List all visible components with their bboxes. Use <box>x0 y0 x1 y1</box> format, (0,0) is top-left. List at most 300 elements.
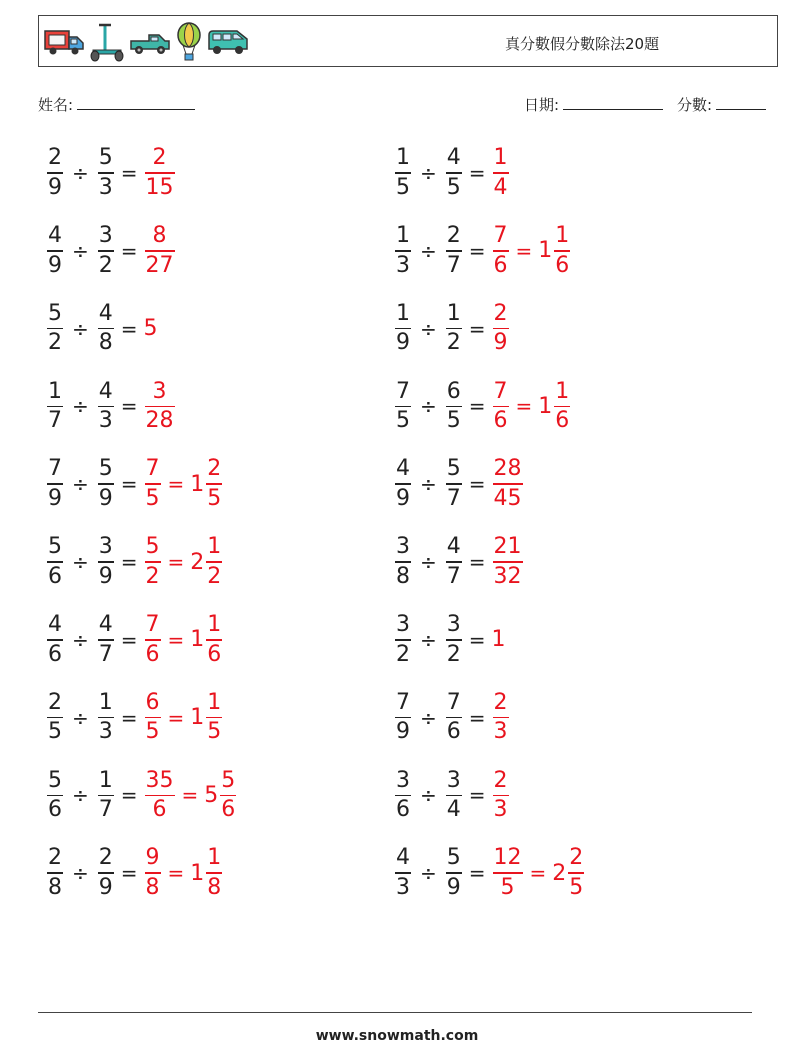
numerator: 2 <box>48 145 62 171</box>
denominator: 3 <box>493 797 508 823</box>
denominator: 2 <box>48 330 62 356</box>
numerator: 2 <box>569 845 584 871</box>
mixed-whole-part: 1 <box>190 627 205 653</box>
equals-sign: = <box>468 161 486 185</box>
equals-sign: = <box>167 550 185 574</box>
denominator: 5 <box>446 408 461 434</box>
score-field <box>677 94 766 115</box>
numerator: 1 <box>446 300 461 326</box>
numerator: 1 <box>396 300 410 326</box>
denominator: 6 <box>555 252 570 278</box>
answer-fraction <box>145 378 175 434</box>
denominator: 7 <box>446 485 461 511</box>
equals-sign: = <box>468 861 486 886</box>
numerator: 3 <box>396 612 410 638</box>
dividend-fraction <box>395 614 411 666</box>
mixed-whole-part: 1 <box>190 860 205 886</box>
divisor-fraction <box>98 689 114 745</box>
denominator: 9 <box>98 485 113 511</box>
numerator: 1 <box>98 767 113 793</box>
numerator: 2 <box>207 456 222 482</box>
denominator: 9 <box>48 174 62 200</box>
numerator: 3 <box>446 767 461 793</box>
equals-sign: = <box>120 705 138 730</box>
denominator: 9 <box>396 485 410 511</box>
problem-item <box>394 838 585 908</box>
problem-item <box>394 138 510 208</box>
numerator: 2 <box>48 845 62 871</box>
problem-item <box>46 449 223 519</box>
numerator: 5 <box>48 300 62 326</box>
numerator: 7 <box>396 689 410 715</box>
numerator: 7 <box>145 612 160 638</box>
dividend-fraction <box>395 225 411 277</box>
answer <box>492 378 572 434</box>
numerator: 7 <box>396 378 410 404</box>
denominator: 4 <box>446 797 461 823</box>
numerator: 5 <box>48 767 62 793</box>
answer <box>492 536 524 588</box>
divisor-fraction <box>98 458 114 510</box>
divisor-fraction <box>446 147 462 199</box>
problem-item <box>394 760 510 830</box>
score-label: 分數: <box>677 96 713 114</box>
equals-sign: = <box>120 316 138 341</box>
name-label: 姓名: <box>38 96 74 114</box>
divisor-fraction <box>446 614 462 666</box>
denominator: 9 <box>98 874 113 900</box>
numerator: 1 <box>98 689 113 715</box>
denominator: 6 <box>207 641 222 667</box>
denominator: 3 <box>98 174 113 200</box>
mixed-whole-part: 1 <box>190 471 205 497</box>
numerator: 9 <box>145 845 160 871</box>
numerator: 1 <box>207 534 222 560</box>
divisor-fraction <box>446 767 462 823</box>
denominator: 5 <box>396 174 410 200</box>
mixed-whole-part: 1 <box>190 705 205 731</box>
divisor-fraction <box>98 225 114 277</box>
denominator: 5 <box>569 874 584 900</box>
equals-sign: = <box>515 238 533 263</box>
numerator: 28 <box>493 456 522 482</box>
dividend-fraction <box>47 225 63 277</box>
numerator: 2 <box>493 689 508 715</box>
numerator: 4 <box>396 845 410 871</box>
problem-item <box>46 760 237 830</box>
divide-sign: ÷ <box>72 472 89 497</box>
score-blank[interactable] <box>716 96 766 110</box>
denominator: 2 <box>145 563 160 589</box>
equals-sign: = <box>120 394 138 419</box>
dividend-fraction <box>395 536 411 588</box>
divisor-fraction <box>98 300 114 356</box>
numerator: 7 <box>48 456 62 482</box>
equals-sign: = <box>120 161 138 185</box>
problem-item <box>46 527 223 597</box>
denominator: 5 <box>207 485 222 511</box>
numerator: 4 <box>48 612 62 638</box>
answer-fraction <box>145 767 175 823</box>
divide-sign: ÷ <box>420 705 437 730</box>
divide-sign: ÷ <box>72 783 89 808</box>
answer-whole-number: 1 <box>491 627 506 653</box>
divide-sign: ÷ <box>72 705 89 730</box>
answer-fraction <box>145 536 161 588</box>
name-blank[interactable] <box>77 96 195 110</box>
dividend-fraction <box>47 614 63 666</box>
numerator: 21 <box>493 534 522 560</box>
numerator: 3 <box>98 223 113 249</box>
denominator: 2 <box>446 641 461 667</box>
numerator: 2 <box>48 689 62 715</box>
denominator: 9 <box>98 563 113 589</box>
divide-sign: ÷ <box>420 861 437 886</box>
mixed-fraction-part <box>220 767 236 823</box>
divisor-fraction <box>98 614 114 666</box>
denominator: 3 <box>396 252 410 278</box>
numerator: 3 <box>396 767 410 793</box>
mixed-whole-part: 2 <box>552 860 567 886</box>
divide-sign: ÷ <box>72 861 89 886</box>
dividend-fraction <box>47 300 63 356</box>
numerator: 1 <box>207 845 222 871</box>
answer <box>492 627 507 652</box>
divide-sign: ÷ <box>420 316 437 341</box>
numerator: 2 <box>446 223 461 249</box>
dividend-fraction <box>395 378 411 434</box>
numerator: 4 <box>446 534 461 560</box>
denominator: 6 <box>493 408 508 434</box>
divisor-fraction <box>446 458 462 510</box>
numerator: 4 <box>98 612 113 638</box>
denominator: 6 <box>48 563 62 589</box>
answer <box>492 300 510 356</box>
problem-item <box>394 683 510 753</box>
divisor-fraction <box>446 847 462 899</box>
equals-sign: = <box>120 627 138 652</box>
numerator: 3 <box>152 378 167 404</box>
denominator: 7 <box>98 641 113 667</box>
numerator: 1 <box>207 689 222 715</box>
denominator: 7 <box>446 563 461 589</box>
denominator: 15 <box>145 174 174 200</box>
numerator: 1 <box>493 145 508 171</box>
answer-fraction <box>493 147 509 199</box>
dividend-fraction <box>47 147 63 199</box>
answer-fraction <box>493 458 523 510</box>
denominator: 8 <box>207 874 222 900</box>
denominator: 8 <box>145 874 160 900</box>
denominator: 8 <box>48 874 62 900</box>
equals-sign: = <box>167 627 185 652</box>
equals-sign: = <box>468 627 486 652</box>
mixed-fraction-part <box>206 847 222 899</box>
divisor-fraction <box>98 378 114 434</box>
dividend-fraction <box>395 767 411 823</box>
problem-item <box>394 449 524 519</box>
denominator: 5 <box>207 719 222 745</box>
numerator: 5 <box>98 456 113 482</box>
answer <box>144 225 176 277</box>
mixed-fraction-part <box>568 847 584 899</box>
divisor-fraction <box>98 767 114 823</box>
numerator: 4 <box>98 378 113 404</box>
problem-item <box>46 683 223 753</box>
numerator: 7 <box>145 456 160 482</box>
denominator: 5 <box>446 174 461 200</box>
problem-item <box>46 838 223 908</box>
truck-icon <box>43 27 85 57</box>
numerator: 3 <box>98 534 113 560</box>
numerator: 5 <box>145 534 160 560</box>
denominator: 3 <box>98 719 113 745</box>
answer-fraction <box>145 689 161 745</box>
equals-sign: = <box>468 550 486 574</box>
answer <box>144 316 159 341</box>
numerator: 2 <box>98 845 113 871</box>
denominator: 6 <box>493 252 508 278</box>
answer <box>492 458 524 510</box>
denominator: 5 <box>145 485 160 511</box>
denominator: 5 <box>500 874 515 900</box>
numerator: 1 <box>396 223 410 249</box>
divisor-fraction <box>446 225 462 277</box>
mixed-fraction-part <box>206 536 222 588</box>
numerator: 4 <box>98 300 113 326</box>
denominator: 27 <box>145 252 174 278</box>
denominator: 8 <box>98 330 113 356</box>
equals-sign: = <box>468 394 486 419</box>
answer-fraction <box>493 847 523 899</box>
denominator: 9 <box>396 719 410 745</box>
answer <box>492 225 572 277</box>
numerator: 5 <box>446 456 461 482</box>
denominator: 9 <box>48 485 62 511</box>
mixed-whole-part: 1 <box>538 238 553 264</box>
denominator: 9 <box>493 330 508 356</box>
divide-sign: ÷ <box>420 394 437 419</box>
numerator: 4 <box>396 456 410 482</box>
denominator: 6 <box>555 408 570 434</box>
denominator: 5 <box>396 408 410 434</box>
denominator: 28 <box>145 408 174 434</box>
divide-sign: ÷ <box>420 783 437 808</box>
divisor-fraction <box>98 536 114 588</box>
denominator: 6 <box>396 797 410 823</box>
equals-sign: = <box>468 705 486 730</box>
divisor-fraction <box>446 300 462 356</box>
hot-air-balloon-icon <box>175 22 203 62</box>
numerator: 12 <box>493 845 522 871</box>
answer <box>144 689 224 745</box>
denominator: 45 <box>493 485 522 511</box>
numerator: 35 <box>145 767 174 793</box>
footer-divider <box>38 1012 752 1013</box>
denominator: 7 <box>98 797 113 823</box>
problem-item <box>46 371 176 441</box>
equals-sign: = <box>515 394 533 419</box>
divide-sign: ÷ <box>420 627 437 652</box>
divide-sign: ÷ <box>420 238 437 263</box>
numerator: 7 <box>493 223 508 249</box>
equals-sign: = <box>120 783 138 808</box>
denominator: 3 <box>493 719 508 745</box>
date-field <box>524 94 663 115</box>
answer <box>144 378 176 434</box>
divide-sign: ÷ <box>72 627 89 652</box>
divisor-fraction <box>446 378 462 434</box>
numerator: 1 <box>555 378 570 404</box>
answer-fraction <box>493 300 509 356</box>
numerator: 5 <box>221 767 236 793</box>
denominator: 32 <box>493 563 522 589</box>
denominator: 4 <box>493 174 508 200</box>
equals-sign: = <box>120 861 138 886</box>
denominator: 9 <box>396 330 410 356</box>
answer <box>144 536 224 588</box>
answer-fraction <box>493 225 509 277</box>
problem-item <box>394 294 510 364</box>
dividend-fraction <box>395 847 411 899</box>
mixed-whole-part: 5 <box>204 782 219 808</box>
numerator: 3 <box>446 612 461 638</box>
divide-sign: ÷ <box>72 316 89 341</box>
dividend-fraction <box>395 689 411 745</box>
equals-sign: = <box>120 550 138 574</box>
header-box <box>38 15 778 67</box>
mixed-fraction-part <box>206 689 222 745</box>
answer <box>144 614 224 666</box>
divide-sign: ÷ <box>420 161 437 185</box>
date-label: 日期: <box>524 96 560 114</box>
answer <box>492 767 510 823</box>
answer <box>144 767 238 823</box>
numerator: 5 <box>48 534 62 560</box>
divisor-fraction <box>446 689 462 745</box>
date-blank[interactable] <box>563 96 663 110</box>
answer <box>492 689 510 745</box>
equals-sign: = <box>468 783 486 808</box>
answer <box>492 147 510 199</box>
denominator: 9 <box>48 252 62 278</box>
pickup-truck-icon <box>129 27 171 57</box>
mixed-whole-part: 2 <box>190 549 205 575</box>
numerator: 2 <box>493 300 508 326</box>
dividend-fraction <box>47 536 63 588</box>
denominator: 5 <box>145 719 160 745</box>
dividend-fraction <box>47 847 63 899</box>
numerator: 7 <box>446 689 461 715</box>
denominator: 3 <box>396 874 410 900</box>
denominator: 2 <box>207 563 222 589</box>
divisor-fraction <box>98 847 114 899</box>
equals-sign: = <box>120 472 138 497</box>
answer-fraction <box>145 458 161 510</box>
numerator: 5 <box>98 145 113 171</box>
mixed-fraction-part <box>206 458 222 510</box>
answer-fraction <box>493 689 509 745</box>
numerator: 1 <box>207 612 222 638</box>
problem-item <box>46 138 176 208</box>
denominator: 6 <box>152 797 167 823</box>
divide-sign: ÷ <box>72 238 89 263</box>
answer-fraction <box>493 378 509 434</box>
mixed-fraction-part <box>554 378 570 434</box>
dividend-fraction <box>47 767 63 823</box>
denominator: 9 <box>446 874 461 900</box>
numerator: 2 <box>152 145 167 171</box>
problem-item <box>394 371 571 441</box>
equals-sign: = <box>167 472 185 497</box>
numerator: 7 <box>493 378 508 404</box>
header-icons <box>43 22 251 62</box>
dividend-fraction <box>47 378 63 434</box>
numerator: 4 <box>446 145 461 171</box>
denominator: 6 <box>446 719 461 745</box>
denominator: 6 <box>221 797 236 823</box>
denominator: 5 <box>48 719 62 745</box>
numerator: 8 <box>152 223 167 249</box>
equals-sign: = <box>167 705 185 730</box>
denominator: 7 <box>446 252 461 278</box>
denominator: 6 <box>48 797 62 823</box>
denominator: 3 <box>98 408 113 434</box>
equals-sign: = <box>120 238 138 263</box>
numerator: 1 <box>555 223 570 249</box>
divide-sign: ÷ <box>72 161 89 185</box>
answer <box>144 847 224 899</box>
denominator: 2 <box>396 641 410 667</box>
scooter-icon <box>89 22 125 62</box>
numerator: 2 <box>493 767 508 793</box>
footer-url: www.snowmath.com <box>315 1028 479 1044</box>
numerator: 6 <box>446 378 461 404</box>
problem-item <box>46 294 159 364</box>
numerator: 5 <box>446 845 461 871</box>
denominator: 2 <box>446 330 461 356</box>
denominator: 6 <box>145 641 160 667</box>
answer-fraction <box>145 225 175 277</box>
denominator: 8 <box>396 563 410 589</box>
answer-fraction <box>145 147 175 199</box>
dividend-fraction <box>47 689 63 745</box>
answer <box>144 458 224 510</box>
answer-fraction <box>145 847 161 899</box>
equals-sign: = <box>468 316 486 341</box>
dividend-fraction <box>47 458 63 510</box>
equals-sign: = <box>529 861 547 886</box>
name-field <box>38 94 195 115</box>
numerator: 1 <box>396 145 410 171</box>
mixed-fraction-part <box>554 225 570 277</box>
problem-item <box>46 216 176 286</box>
denominator: 7 <box>48 408 62 434</box>
equals-sign: = <box>181 783 199 808</box>
denominator: 6 <box>48 641 62 667</box>
divisor-fraction <box>446 536 462 588</box>
answer-fraction <box>493 536 523 588</box>
divide-sign: ÷ <box>72 394 89 419</box>
problem-item <box>394 605 507 675</box>
answer <box>144 147 176 199</box>
problem-item <box>394 216 571 286</box>
divide-sign: ÷ <box>420 472 437 497</box>
problem-item <box>394 527 524 597</box>
numerator: 1 <box>48 378 62 404</box>
equals-sign: = <box>468 238 486 263</box>
answer-fraction <box>493 767 509 823</box>
